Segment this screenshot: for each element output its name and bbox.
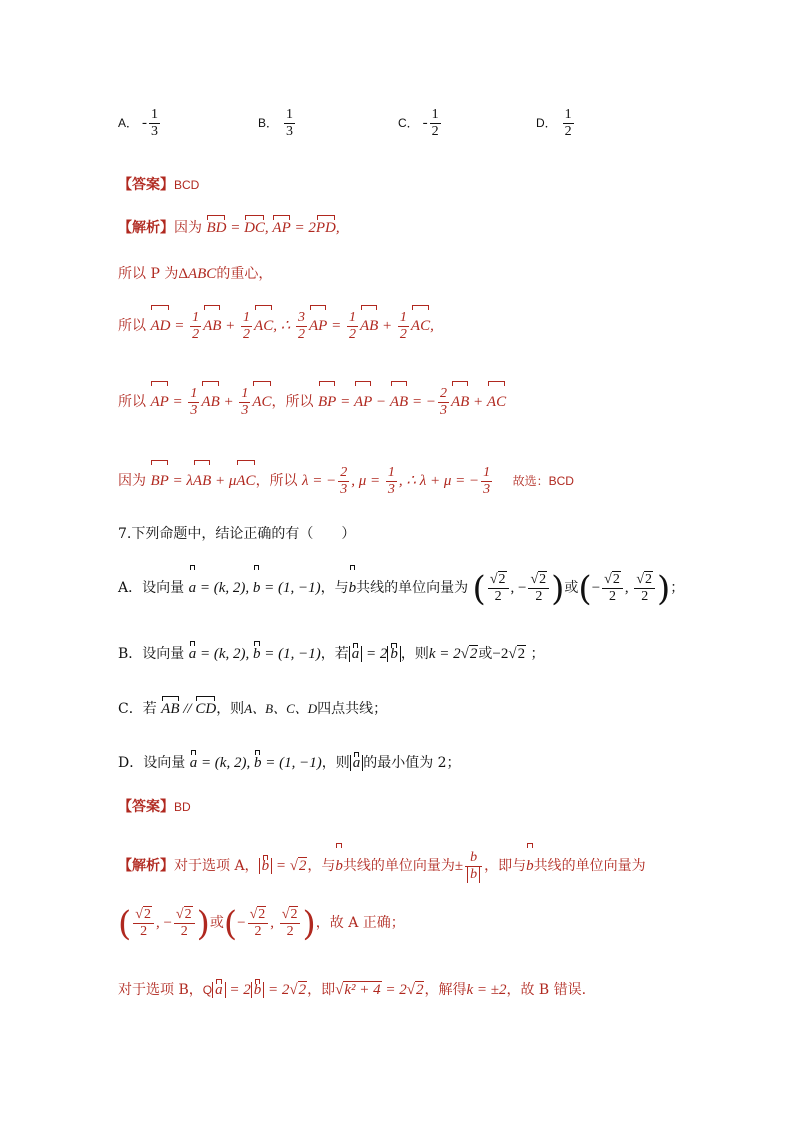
formula-bd-dc-ap-pd: BD = DC, AP = 2PD, [206, 220, 340, 236]
q6-answer [118, 175, 199, 195]
q7-option-c: C．若 AB // CD，则A、B、C、D四点共线； [118, 701, 388, 717]
option-a-label: A． [118, 116, 139, 130]
option-b: B． $\frac{1}{3}$ [258, 107, 294, 139]
answer-value: BCD [174, 178, 200, 192]
q6-analysis-line-4: 所以 AP = $\frac{1}{3}$ AB + $\frac{1}{3}$ AC，所以 BP = AP − AB = − $\frac{2}{3}$ AB + AC [118, 384, 506, 420]
choose-answer: 故选：BCD [512, 474, 574, 488]
formula-ad-ap: AD = $\frac{1}{2}$ AB + $\frac{1}{2}$ AC, ∴ $\frac{3}{2}$ AP = $\frac{1}{2}$ AB + $\frac{1}{2}$ AC, [150, 318, 433, 334]
q7-option-b: B．设向量 a = (k, 2), b = (1, −1)，若 a = 2 b ，则k = 2√2或−2√2 ； [118, 646, 545, 662]
triangle-abc: ΔABC [178, 266, 217, 282]
option-c-label: C． [398, 116, 419, 130]
vectors-a-b-def: a = (k, 2), b = (1, −1) [189, 580, 321, 596]
analysis-tag: 【解析】 [118, 220, 174, 236]
option-b-label: B． [258, 116, 279, 130]
formula-bp: BP = AP − AB = − $\frac{2}{3}$ AB + AC [318, 394, 506, 410]
answer-tag: 【答案】 [118, 177, 174, 193]
q6-analysis-line-1: 【解析】因为 BD = DC, AP = 2PD, [118, 220, 340, 236]
formula-lambda-mu-values: λ = − $\frac{2}{3}$ , μ = $\frac{1}{3}$ , ∴ λ + μ = − $\frac{1}{3}$ [302, 465, 491, 498]
q7-option-a: A．设向量 a = (k, 2), b = (1, −1)，与b共线的单位向量为 ( $\frac{√2}{2}$ , − $\frac{√2}{2}$ )或(− $\frac{√2}{2}$ , $\frac{√2}{2}$ )； [118, 568, 685, 609]
q6-analysis-line-5: 因为 BP = λAB + μAC，所以 λ = − $\frac{2}{3}$ , μ = $\frac{1}{3}$ , ∴ λ + μ = − $\frac{1}{3}$ 故选：BCD [118, 463, 574, 499]
q7-analysis-line-1: 【解析】对于选项 A， b = √2，与b共线的单位向量为± $\frac{b}{b}$ ，即与b共线的单位向量为 [118, 846, 646, 886]
q7-option-d: D．设向量 a = (k, 2), b = (1, −1)，则 a 的最小值为 2； [118, 755, 461, 771]
q7-analysis-line-3: 对于选项 B，Q a = 2 b = 2√2，即√k² + 4 = 2√2，解得k = ±2，故 B 错误. [118, 982, 587, 998]
q7-stem: 7.下列命题中，结论正确的有（ ） [118, 526, 356, 542]
q7-answer: 【答案】BD [118, 799, 191, 815]
q7-analysis-line-2: ( $\frac{√2}{2}$ , − $\frac{√2}{2}$ )或(− $\frac{√2}{2}$ , $\frac{√2}{2}$ )，故 A 正确； [118, 903, 405, 944]
q6-analysis-line-3: 所以 AD = $\frac{1}{2}$ AB + $\frac{1}{2}$ AC, ∴ $\frac{3}{2}$ AP = $\frac{1}{2}$ AB + $\frac{1}{2}$ AC, [118, 308, 434, 344]
formula-bp-lambda-mu: BP = λAB + μAC [150, 473, 255, 489]
q6-analysis-line-2: 所以 P 为ΔABC的重心， [118, 266, 273, 282]
option-c: C． - $\frac{1}{2}$ [398, 107, 439, 139]
option-a: A． - $\frac{1}{3}$ [118, 107, 159, 139]
formula-ap-bp: AP = $\frac{1}{3}$ AB + $\frac{1}{3}$ AC [150, 394, 271, 410]
unit-vector-2: (− $\frac{√2}{2}$ , $\frac{√2}{2}$ ) [578, 568, 671, 609]
option-d-label: D． [536, 116, 557, 130]
unit-vector-1: ( $\frac{√2}{2}$ , − $\frac{√2}{2}$ ) [472, 568, 565, 609]
option-d: D． $\frac{1}{2}$ [536, 107, 572, 139]
